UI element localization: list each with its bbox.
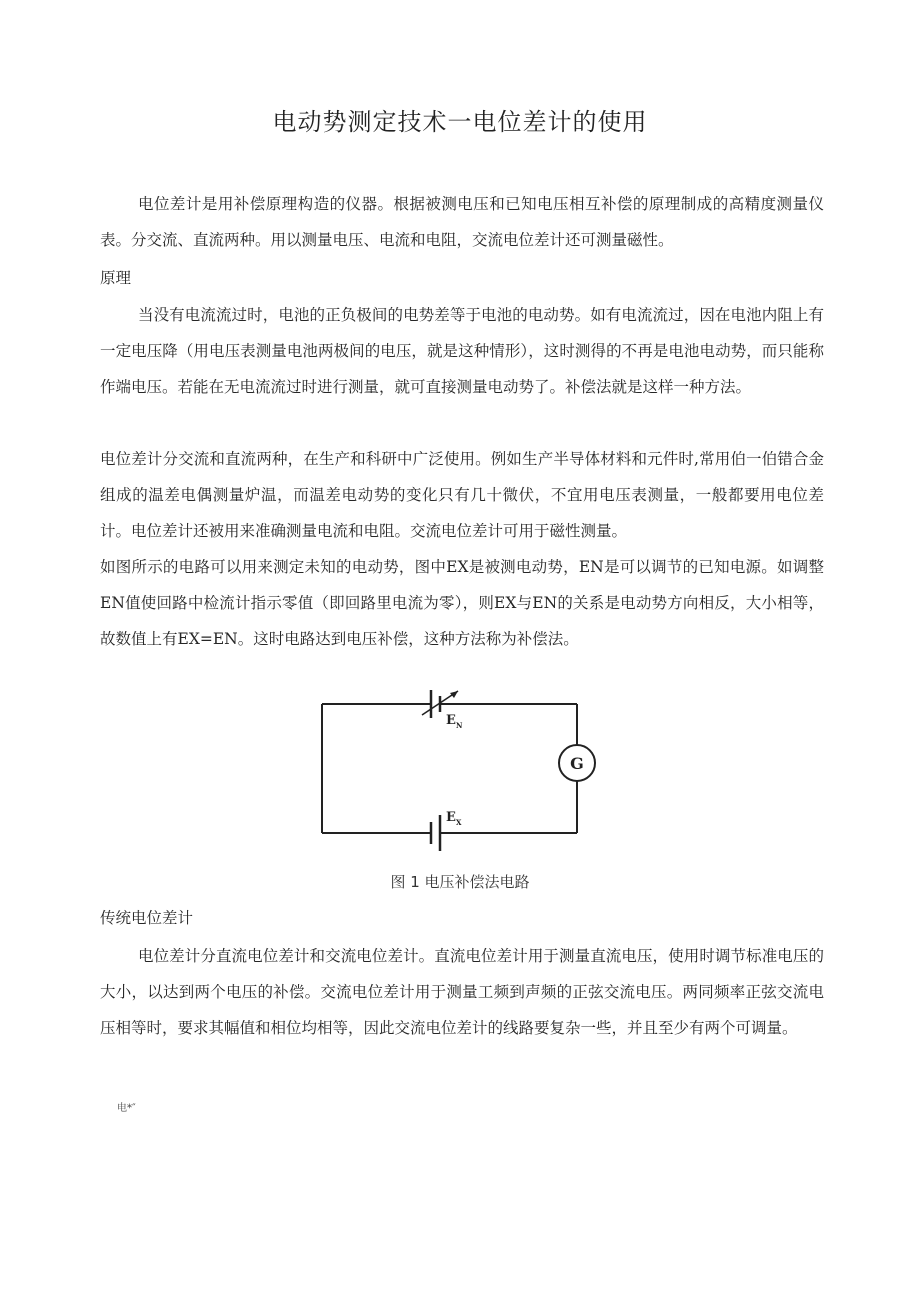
principle-paragraph-1: 当没有电流流过时，电池的正负极间的电势差等于电池的电动势。如有电流流过，因在电池内阻上有一定电压降（用电压表测量电池两极间的电压，就是这种情形），这时测得的不再是电池电动势，而只能称作端电压。若能在无电流流过时进行测量，就可直接测量电动势了。补偿法就是这样一种方法。 [100, 306, 824, 396]
document-title: 电动势测定技术一电位差计的使用 [272, 108, 648, 136]
ex-label: E [446, 810, 456, 825]
principle-paragraph-3: 如图所示的电路可以用来测定未知的电动势，图中EX是被测电动势，EN是可以调节的已知电源。如调整EN值使回路中检流计指示零值（即回路里电流为零），则EX与EN的关系是电动势方向相反，大小相等，故数值上有EX=EN。这时电路达到电压补偿，这种方法称为补偿法。 [100, 558, 824, 648]
traditional-paragraph: 电位差计分直流电位差计和交流电位差计。直流电位差计用于测量直流电压，使用时调节标准电压的大小，以达到两个电压的补偿。交流电位差计用于测量工频到声频的正弦交流电压。两同频率正弦交流电压相等时，要求其幅值和相位均相等，因此交流电位差计的线路要复杂一些，并且至少有两个可调量。 [100, 947, 824, 1037]
traditional-heading: 传统电位差计 [100, 909, 194, 927]
compensation-circuit-diagram [300, 685, 620, 855]
galvanometer-label: G [570, 754, 584, 773]
ex-battery-icon [431, 815, 440, 851]
principle-paragraph-2: 电位差计分交流和直流两种，在生产和科研中广泛使用。例如生产半导体材料和元件时,常用伯一伯错合金组成的温差电偶测量炉温，而温差电动势的变化只有几十微伏，不宜用电压表测量，一般都要用电位差计。电位差计还被用来准确测量电流和电阻。交流电位差计可用于磁性测量。 [100, 450, 824, 540]
principle-heading: 原理 [100, 269, 132, 287]
figure-caption: 图 1 电压补偿法电路 [390, 873, 530, 891]
en-label-subscript: N [456, 721, 463, 730]
galvanometer-icon [559, 745, 595, 781]
en-label: E [446, 713, 456, 728]
footer-note: 电*″ [117, 1103, 136, 1114]
ex-label-subscript: X [456, 818, 462, 827]
intro-paragraph: 电位差计是用补偿原理构造的仪器。根据被测电压和已知电压相互补偿的原理制成的高精度测量仪表。分交流、直流两种。用以测量电压、电流和电阻，交流电位差计还可测量磁性。 [100, 195, 824, 249]
